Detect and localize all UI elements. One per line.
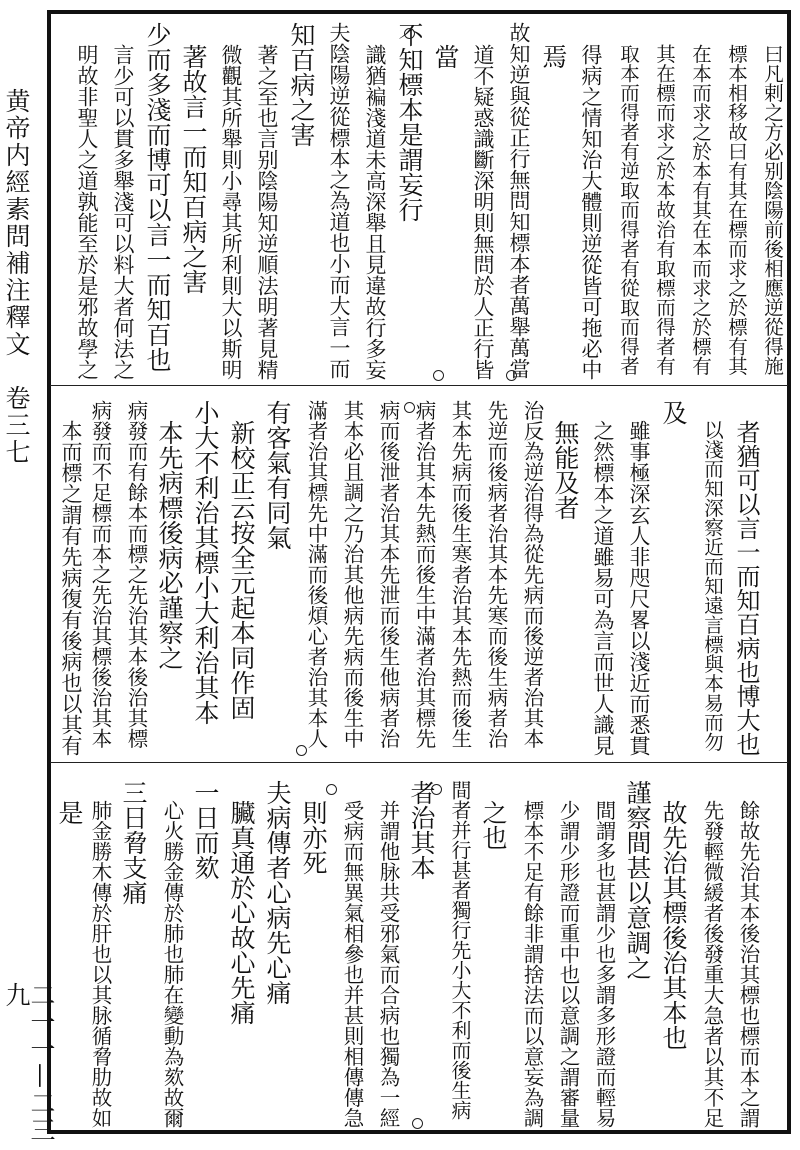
text-column: 其本必且調之乃治其他病先病而後生中 [340,400,364,749]
text-column: 肺金勝木傳於肝也以其脉循脅肋故如 [88,800,112,1128]
circle-mark [296,745,307,756]
text-column: 先逆而後病者治其本先寒而後生病者治 [484,400,508,749]
text-column: 知百病之害 [287,22,316,147]
text-column: 識猶褊淺道未高深舉且見違故行多妄 [363,44,387,380]
text-column: 少而多淺而博可以言一而知百也 [143,22,172,372]
circle-mark [404,28,415,39]
register-divider-2 [50,762,788,763]
text-column: 故知逆與從正行無問知標本者萬舉萬當 [507,22,531,379]
text-column: 焉 [539,44,568,69]
text-column: 著故言一而知百病之害 [179,44,208,294]
text-column: 取本而得者有逆取而得者有從取而得者 [617,44,640,376]
text-column: 著之至也言别陰陽知逆順法明著見精 [255,44,279,380]
text-column: 本先病標後病必謹察之 [155,420,184,670]
text-column: 無能及者 [551,420,580,520]
text-column: 是 [55,800,84,825]
circle-mark [412,1118,423,1129]
text-column: 以淺而知深察近而知遠言標與本易而勿 [701,420,724,752]
text-column: 本而標之謂有先病復有後病也以其有 [59,420,83,756]
text-column: 治反為逆治得為從先病而後逆者治其本 [520,400,544,749]
text-column: 夫陰陽逆從標本之為道也小而大言一而 [327,22,351,379]
text-column: 并謂他脉共受邪氣而合病也獨為一經 [376,800,400,1128]
text-column: 病者治其本先熱而後生中滿者治其標先 [412,400,436,749]
text-column: 病發而有餘本而標之先治其本後治其標 [124,400,148,749]
text-column: 小大不利治其標小大利治其本 [191,400,220,725]
text-column: 得病之情知治大體則逆從皆可拖必中 [579,44,603,380]
text-column: 者猶可以言一而知百病也博大也 [732,420,760,756]
text-column: 少謂少形證而重中也以意調之謂審量 [556,800,580,1128]
text-column: 在本而求之於本有其在本而求之於標有 [689,44,712,376]
circle-mark [506,370,517,381]
text-column: 先發輕微緩者後發重大急者以其不足 [700,800,724,1128]
text-column: 者治其本 [407,780,436,880]
circle-mark [326,784,337,795]
text-column: 心火勝金傳於肺也肺在變動為欬故爾 [160,800,184,1128]
register-divider-1 [50,385,788,386]
text-column: 雖事極深玄人非咫尺畧以淺近而悉貫 [627,420,651,756]
text-column: 受病而無異氣相參也并甚則相傳傳急 [340,800,364,1128]
text-column: 之也 [479,800,508,850]
text-column: 病發而不足標而本之先治其標後治其本 [88,400,112,749]
text-column: 謹察間甚以意調之 [623,780,652,980]
text-column: 夫病傳者心病先心痛 [263,780,292,1005]
text-column: 及 [659,400,688,425]
text-column: 故先治其標後治其本也 [659,800,688,1050]
text-column: 其在標而求之於本故治有取標而得者有 [653,44,676,376]
text-column: 標本相移故曰有其在標而求之於標有其 [725,44,748,376]
text-column: 病而後泄者治其本先泄而後生他病者治 [376,400,400,749]
text-column: 新校正云按全元起本同作固 [227,420,256,720]
text-column: 間謂多也甚謂少也多謂多形證而輕易 [592,800,616,1128]
text-column: 標本不足有餘非謂捨法而以意妄為調 [520,800,544,1128]
text-column: 言少可以貫多舉淺可以料大者何法之 [111,44,135,380]
circle-mark [404,402,415,413]
text-column: 滿者治其標先中滿而後煩心者治其本人 [304,400,328,749]
circle-mark [433,370,444,381]
text-column: 當 [431,44,460,69]
text-column: 有客氣有同氣 [263,400,292,550]
text-column: 微觀其所舉則小尋其所利則大以斯明 [219,44,243,380]
text-column: 一日而欬 [191,780,220,880]
text-column: 明故非聖人之道孰能至於是邪故學之 [75,44,99,380]
text-column: 其本先病而後生寒者治其本先熱而後生 [448,400,472,749]
text-column: 三日脅支痛 [119,780,148,905]
text-column: 則亦死 [299,800,328,875]
text-column: 之然標本之道雖易可為言而世人識見 [591,420,615,756]
text-column: 道不疑惑識斷深明則無問於人正行皆 [471,44,495,380]
text-column: 間者并行甚者獨行先小大不利而後生病 [448,780,472,1120]
text-column: 餘故先治其本後治其標也標而本之謂 [736,800,760,1128]
text-column: 曰凡剌之方必别陰陽前後相應逆從得施 [761,44,784,376]
text-column: 臟真通於心故心先痛 [227,800,256,1025]
side-page-number: 二一一—二三九 [2,982,56,1144]
side-title: 黄帝内經素問補注釋文 卷三七 [2,88,31,466]
circle-mark [431,784,442,795]
text-column: 不知標本是謂妄行 [395,22,424,222]
